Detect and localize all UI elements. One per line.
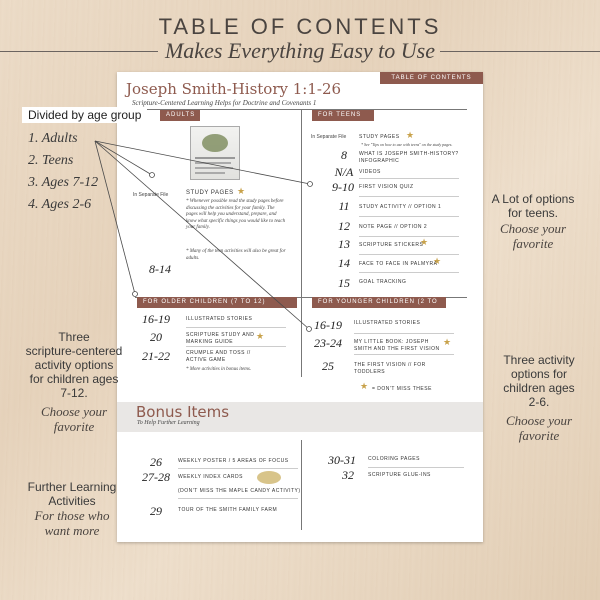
bonus-item-label[interactable]: (DON'T MISS THE MAPLE CANDY ACTIVITY) (178, 488, 301, 494)
further-italic-line: For those who (34, 508, 110, 523)
section-header-older-children: FOR OLDER CHILDREN (7 TO 12) (137, 297, 297, 308)
teens-annotation-line: A Lot of options (491, 192, 575, 206)
bonus-item-label[interactable]: COLORING PAGES (368, 456, 420, 462)
older-annotation-line: activity options (34, 358, 114, 372)
teens-item-num: 15 (338, 276, 350, 290)
teens-item-label[interactable]: GOAL TRACKING (359, 279, 407, 285)
younger-annotation-line: 2-6. (528, 395, 550, 409)
younger-annotation-line: children ages (503, 381, 575, 395)
younger-item-num: 25 (322, 359, 334, 373)
teens-item-label[interactable]: STUDY ACTIVITY // OPTION 1 (359, 204, 442, 210)
teens-item-num: 9-10 (332, 180, 354, 194)
younger-choose-line: favorite (518, 428, 560, 443)
star-icon: ★ (256, 331, 265, 341)
further-annotation-line: Further Learning (27, 480, 117, 494)
star-icon: ★ (406, 130, 415, 140)
bonus-item-label[interactable]: WEEKLY INDEX CARDS (178, 474, 243, 480)
bonus-item-label[interactable]: TOUR OF THE SMITH FAMILY FARM (178, 507, 278, 513)
older-annotation-line: Three (58, 330, 90, 344)
younger-annotation-line: options for (510, 367, 568, 381)
star-icon: ★ (433, 256, 442, 266)
bonus-item-num: 30-31 (328, 453, 356, 467)
teens-item-label[interactable]: VIDEOS (359, 169, 381, 175)
bonus-subtitle: To Help Further Learning (137, 420, 200, 426)
younger-item-label[interactable]: MY LITTLE BOOK: JOSEPH SMITH AND THE FIRST VISION (354, 339, 440, 352)
bonus-item-num: 29 (150, 504, 162, 518)
star-icon: ★ (360, 381, 369, 391)
teens-item-num: 12 (338, 219, 350, 233)
younger-annotation (482, 353, 596, 443)
teens-study-note: * See "Tips on how to use with teens" on the study pages. (361, 142, 453, 147)
adults-study-pages[interactable]: STUDY PAGES (186, 190, 234, 196)
doc-tab: TABLE OF CONTENTS (380, 72, 483, 84)
older-item-num: 20 (150, 330, 162, 344)
adults-note: * Many of the teen activities will also be great for adults. (186, 249, 286, 261)
bonus-title: Bonus Items (136, 403, 230, 421)
age-list-item: 2. Teens (28, 153, 74, 168)
teens-item-label[interactable]: WHAT IS JOSEPH SMITH-HISTORY? INFOGRAPHIC (359, 151, 459, 164)
further-annotation-line: Activities (48, 494, 96, 508)
section-header-adults: ADULTS (160, 110, 200, 121)
older-annotation-line: scripture-centered (25, 344, 123, 358)
teens-annotation (478, 192, 588, 251)
star-icon: ★ (443, 337, 452, 347)
teens-item-num: 11 (338, 199, 350, 213)
bonus-item-num: 26 (150, 455, 162, 469)
age-group-label: Divided by age group (22, 107, 147, 123)
bonus-item-label[interactable]: SCRIPTURE GLUE-INS (368, 472, 431, 478)
teens-item-num: N/A (334, 165, 354, 179)
teens-item-num: 14 (338, 256, 350, 270)
adults-separate-file-label: In Separate File (133, 192, 169, 198)
older-choose-line: Choose your (40, 404, 108, 419)
star-icon: ★ (420, 237, 429, 247)
teens-item-label[interactable]: FACE TO FACE IN PALMYRA (359, 261, 438, 267)
younger-item-num: 23-24 (314, 336, 342, 350)
bonus-item-num: 27-28 (142, 470, 170, 484)
page-title: TABLE OF CONTENTS (158, 14, 442, 39)
teens-choose-line: Choose your (499, 221, 567, 236)
older-item-num: 16-19 (142, 312, 170, 326)
page-subtitle: Makes Everything Easy to Use (164, 38, 436, 63)
section-header-teens: FOR TEENS (312, 110, 374, 121)
teens-item-num: 8 (341, 148, 347, 162)
older-item-label[interactable]: SCRIPTURE STUDY AND MARKING GUIDE (186, 332, 255, 345)
teens-annotation-line: for teens. (507, 206, 559, 220)
star-icon: ★ (237, 186, 246, 196)
older-item-label[interactable]: ILLUSTRATED STORIES (186, 316, 253, 322)
age-list-item: 3. Ages 7-12 (28, 175, 99, 190)
older-item-label[interactable]: CRUMPLE AND TOSS // ACTIVE GAME (186, 350, 251, 363)
teens-separate-file-label: In Separate File (311, 134, 347, 140)
older-annotation-line: for children ages (29, 372, 119, 386)
older-annotation (4, 330, 144, 434)
age-list-item: 1. Adults (28, 131, 78, 146)
adults-description: * Whenever possible read the study pages before discussing the activities for your family. The pages will help you understand, prepare, and know what specific things you would like to teach your family. (186, 199, 286, 230)
younger-item-num: 16-19 (314, 318, 342, 332)
age-list-item: 4. Ages 2-6 (28, 197, 92, 212)
section-header-younger-children: FOR YOUNGER CHILDREN (2 TO 6) (312, 297, 446, 308)
star-legend: = DON'T MISS THESE (372, 386, 432, 392)
doc-subtitle: Scripture-Centered Learning Helps for Doctrine and Covenants 1 (132, 99, 317, 107)
teens-item-label[interactable]: FIRST VISION QUIZ (359, 184, 414, 190)
younger-choose-line: Choose your (505, 413, 573, 428)
younger-annotation-line: Three activity (503, 353, 575, 367)
adults-page-range: 8-14 (149, 262, 171, 276)
older-item-num: 21-22 (142, 349, 170, 363)
doc-title: Joseph Smith-History 1:1-26 (126, 80, 342, 98)
bonus-item-label[interactable]: WEEKLY POSTER / 5 AREAS OF FOCUS (178, 458, 289, 464)
further-italic-line: want more (44, 523, 100, 538)
younger-item-label[interactable]: THE FIRST VISION // FOR TODDLERS (354, 362, 426, 375)
older-annotation-line: 7-12. (60, 386, 88, 400)
older-note: * More activities in bonus items. (186, 367, 252, 372)
younger-item-label[interactable]: ILLUSTRATED STORIES (354, 320, 421, 326)
bonus-item-num: 32 (342, 468, 354, 482)
teens-choose-line: favorite (512, 236, 554, 251)
further-learning-annotation (12, 480, 132, 538)
teens-study-pages[interactable]: STUDY PAGES (359, 134, 400, 140)
teens-item-num: 13 (338, 237, 350, 251)
teens-item-label[interactable]: NOTE PAGE // OPTION 2 (359, 224, 428, 230)
teens-item-label[interactable]: SCRIPTURE STICKERS (359, 242, 424, 248)
older-choose-line: favorite (53, 419, 95, 434)
